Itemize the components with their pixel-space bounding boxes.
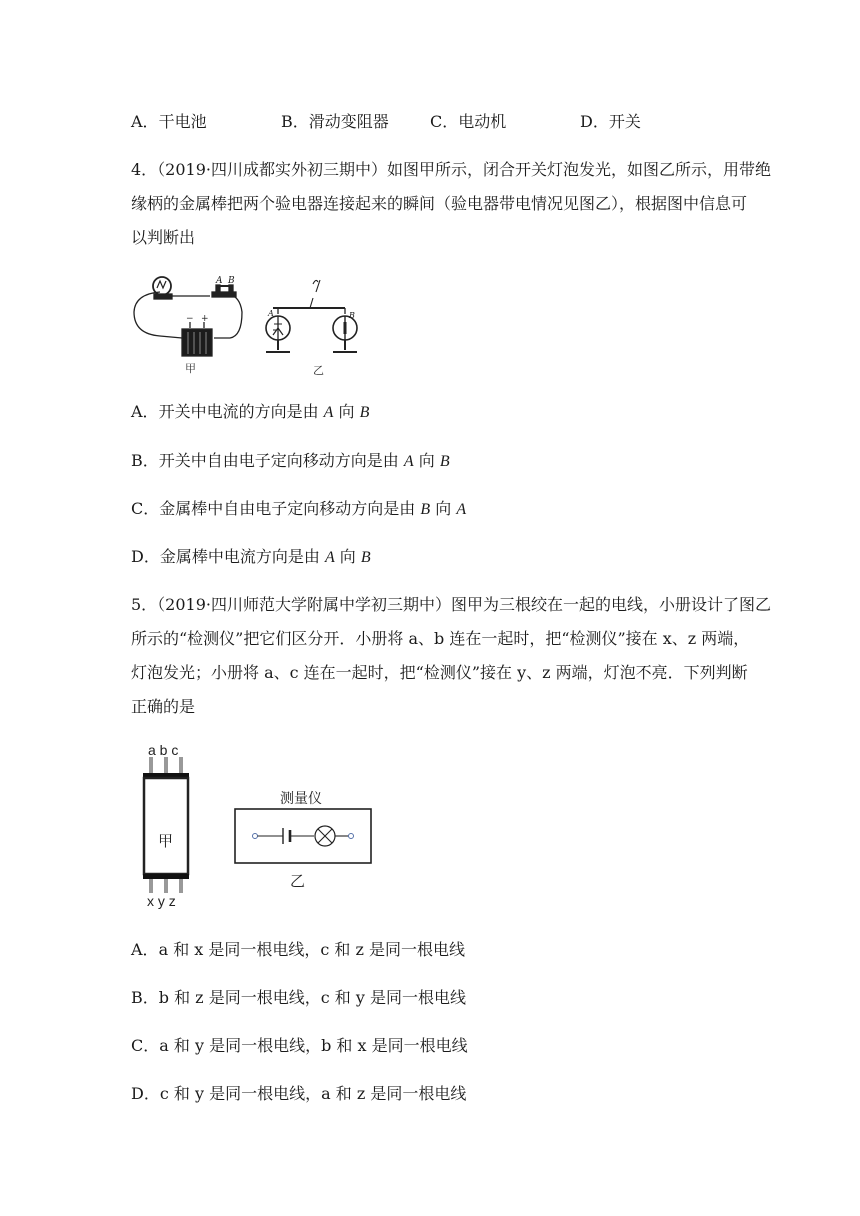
option-var: B bbox=[359, 404, 370, 421]
option-text: 向 bbox=[413, 451, 440, 470]
q5-stem-line-4: 正确的是 bbox=[131, 697, 196, 716]
circuit-label-a: A bbox=[216, 276, 223, 286]
tester-title: 测量仪 bbox=[280, 790, 322, 806]
wire-bottom-labels: x y z bbox=[147, 893, 176, 909]
tester-label-yi: 乙 bbox=[290, 873, 306, 890]
q5-option-d bbox=[131, 1083, 466, 1105]
option-var: A bbox=[324, 549, 335, 566]
q5-option-c bbox=[131, 1035, 468, 1057]
wire-top-labels: a b c bbox=[148, 742, 179, 758]
q3-option-c bbox=[430, 111, 506, 133]
option-text: b 和 z 是同一根电线，c 和 y 是同一根电线 bbox=[158, 988, 466, 1007]
electroscope-figure-yi bbox=[266, 280, 357, 352]
option-label: C． bbox=[430, 112, 459, 131]
option-text: 向 bbox=[333, 402, 360, 421]
option-label: B． bbox=[281, 112, 309, 131]
option-text: 向 bbox=[430, 499, 457, 518]
option-text: 向 bbox=[334, 547, 361, 566]
wire-bundle-jia bbox=[143, 757, 189, 893]
battery-minus-sign: − bbox=[186, 314, 194, 324]
option-label: B． bbox=[131, 451, 159, 470]
lamp-icon bbox=[153, 277, 172, 299]
option-var: A bbox=[456, 501, 467, 518]
option-label: C． bbox=[131, 499, 160, 518]
option-text: 金属棒中电流方向是由 bbox=[159, 547, 325, 566]
option-label: A． bbox=[131, 940, 159, 959]
circuit-label-b: B bbox=[228, 276, 235, 286]
q4-option-a bbox=[131, 401, 369, 424]
electroscope-label-a: A bbox=[268, 309, 274, 318]
q5-stem-line-3: 灯泡发光；小册将 a、c 连在一起时，把“检测仪”接在 y、z 两端，灯泡不亮．下列判断 bbox=[131, 663, 748, 682]
option-var: B bbox=[439, 453, 450, 470]
q5-stem-line-2: 所示的“检测仪”把它们区分开．小册将 a、b 连在一起时，把“检测仪”接在 x、z 两端， bbox=[131, 629, 750, 648]
figure-label-jia: 甲 bbox=[185, 362, 196, 375]
option-text: a 和 y 是同一根电线，b 和 x 是同一根电线 bbox=[159, 1036, 468, 1055]
option-text: 金属棒中自由电子定向移动方向是由 bbox=[159, 499, 421, 518]
option-text: 电动机 bbox=[458, 112, 507, 131]
electroscope-label-b: B bbox=[349, 311, 355, 320]
figure-label-yi: 乙 bbox=[313, 364, 324, 377]
option-text: 干电池 bbox=[158, 112, 207, 131]
tester-yi bbox=[235, 809, 371, 863]
switch-icon bbox=[212, 285, 236, 297]
q3-option-a bbox=[131, 111, 207, 133]
q4-option-b bbox=[131, 450, 450, 473]
wire-label-jia: 甲 bbox=[158, 833, 174, 850]
option-text: c 和 y 是同一根电线，a 和 z 是同一根电线 bbox=[159, 1084, 467, 1103]
q4-option-c bbox=[131, 498, 466, 521]
q4-figure bbox=[130, 272, 370, 380]
q5-option-a bbox=[131, 939, 465, 961]
option-text: 开关 bbox=[608, 112, 641, 131]
q4-stem-line-1: 4．（2019·四川成都实外初三期中）如图甲所示，闭合开关灯泡发光，如图乙所示，用带绝 bbox=[131, 160, 771, 179]
option-var: A bbox=[403, 453, 414, 470]
option-var: B bbox=[420, 501, 431, 518]
option-text: 开关中电流的方向是由 bbox=[158, 402, 324, 421]
q5-option-b bbox=[131, 987, 466, 1009]
option-text: a 和 x 是同一根电线，c 和 z 是同一根电线 bbox=[158, 940, 466, 959]
q3-option-d bbox=[580, 111, 641, 133]
option-text: 开关中自由电子定向移动方向是由 bbox=[158, 451, 404, 470]
option-label: B． bbox=[131, 988, 159, 1007]
option-label: A． bbox=[131, 402, 159, 421]
q4-stem-line-2: 缘柄的金属棒把两个验电器连接起来的瞬间（验电器带电情况见图乙），根据图中信息可 bbox=[131, 194, 748, 213]
option-var: A bbox=[323, 404, 334, 421]
option-text: 滑动变阻器 bbox=[308, 112, 389, 131]
q4-option-d bbox=[131, 546, 371, 569]
q5-figure bbox=[140, 740, 380, 910]
lamp-icon bbox=[315, 826, 335, 846]
option-var: B bbox=[360, 549, 371, 566]
q4-stem-line-3: 以判断出 bbox=[131, 228, 196, 247]
option-label: D． bbox=[580, 112, 609, 131]
q3-option-b bbox=[281, 111, 389, 133]
option-label: C． bbox=[131, 1036, 160, 1055]
q5-stem-line-1: 5．（2019·四川师范大学附属中学初三期中）图甲为三根绞在一起的电线，小册设计了图乙 bbox=[131, 595, 771, 614]
option-label: D． bbox=[131, 1084, 160, 1103]
battery-icon bbox=[182, 322, 212, 356]
option-label: A． bbox=[131, 112, 159, 131]
battery-plus-sign: + bbox=[201, 314, 209, 324]
option-label: D． bbox=[131, 547, 160, 566]
